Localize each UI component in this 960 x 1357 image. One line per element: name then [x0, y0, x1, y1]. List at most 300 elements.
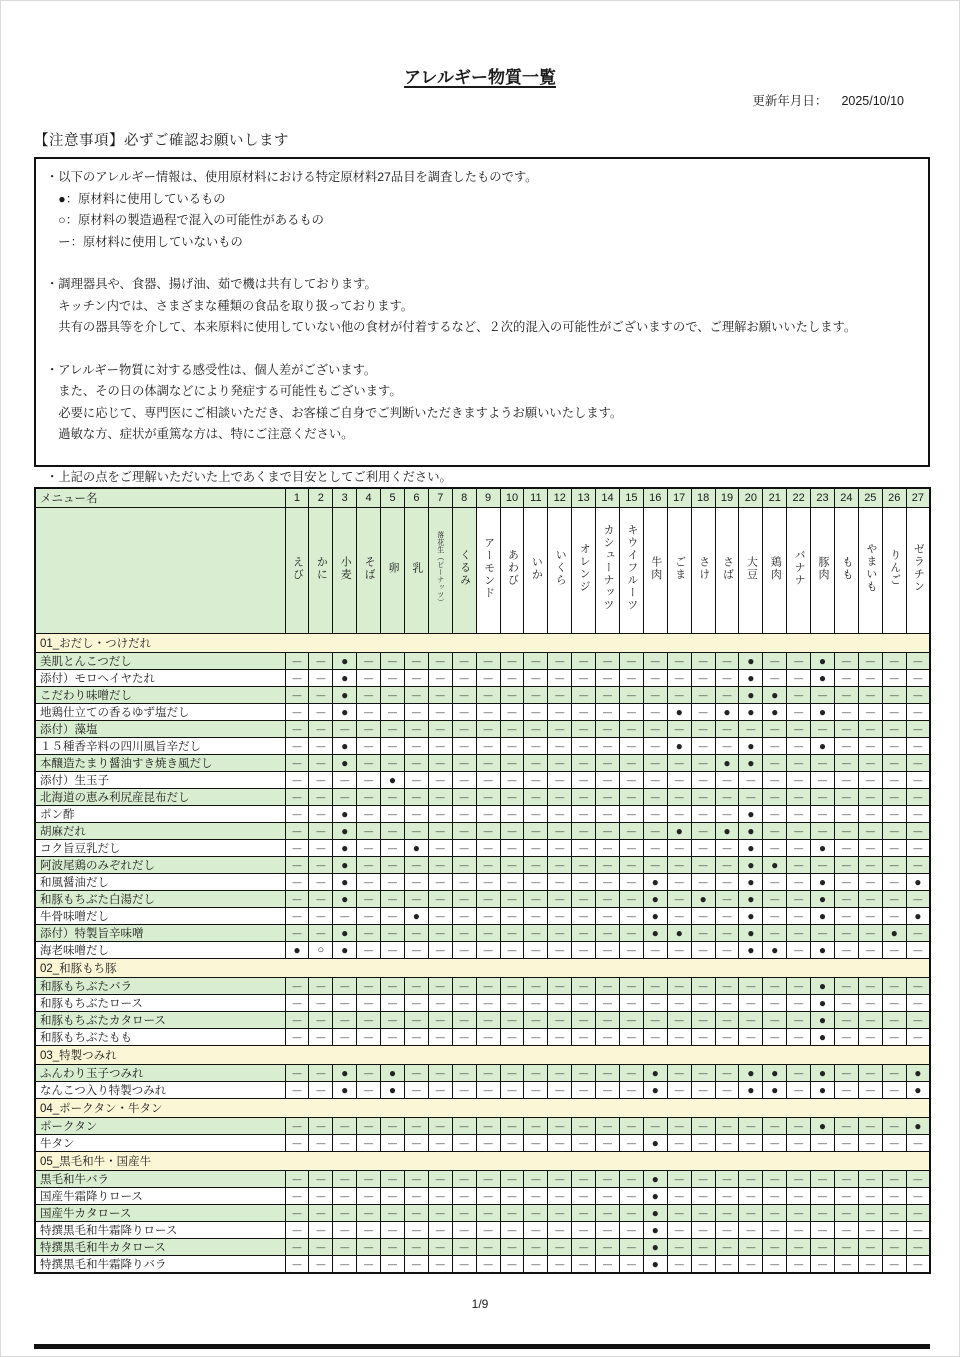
allergen-mark-cell: — [285, 1256, 309, 1274]
allergen-mark-cell: — [500, 721, 524, 738]
allergen-mark-cell: — [500, 1171, 524, 1188]
allergen-mark-cell: — [333, 1012, 357, 1029]
allergen-mark-cell: — [452, 789, 476, 806]
allergen-mark-cell: — [882, 806, 906, 823]
allergen-mark-cell: — [858, 995, 882, 1012]
allergen-mark-cell: — [811, 1188, 835, 1205]
allergen-mark-cell: — [787, 908, 811, 925]
allergen-mark-cell: — [667, 840, 691, 857]
allergen-mark-cell: — [691, 1256, 715, 1274]
allergen-mark-cell: — [596, 1222, 620, 1239]
allergen-mark-cell: — [381, 738, 405, 755]
menu-row [35, 857, 930, 874]
allergen-mark-cell: — [906, 789, 930, 806]
notice-line: ・調理器具や、食器、揚げ油、茹で機は共有しております。 [46, 277, 377, 291]
allergen-mark-cell: — [404, 1171, 428, 1188]
allergen-mark-cell: — [404, 1065, 428, 1082]
menu-name-cell: 和豚もちぶたカタロース [35, 1012, 285, 1029]
menu-name-cell: 和豚もちぶたロース [35, 995, 285, 1012]
allergen-mark-cell: — [357, 908, 381, 925]
allergen-col-number-17: 17 [667, 488, 691, 508]
allergen-mark-cell: — [691, 1065, 715, 1082]
allergen-mark-cell: — [500, 789, 524, 806]
allergen-mark-cell: — [691, 857, 715, 874]
allergen-mark-cell: — [834, 925, 858, 942]
allergen-mark-cell: — [906, 755, 930, 772]
allergen-mark-cell: — [643, 1029, 667, 1046]
allergen-mark-cell: — [381, 925, 405, 942]
allergen-mark-cell: — [572, 1239, 596, 1256]
allergen-mark-cell: — [858, 1135, 882, 1152]
allergen-mark-cell: — [834, 687, 858, 704]
allergen-mark-cell: — [572, 653, 596, 670]
allergen-mark-cell: ○ [309, 942, 333, 959]
allergen-mark-cell: ● [643, 1239, 667, 1256]
updated-date-label: 更新年月日： [752, 94, 828, 108]
allergen-mark-cell: — [381, 1256, 405, 1274]
allergen-mark-cell: — [691, 942, 715, 959]
allergen-mark-cell: — [667, 1012, 691, 1029]
allergen-mark-cell: — [381, 1029, 405, 1046]
allergen-mark-cell: — [643, 738, 667, 755]
allergen-mark-cell: — [524, 823, 548, 840]
allergen-mark-cell: — [524, 1256, 548, 1274]
allergen-mark-cell: — [404, 1082, 428, 1099]
allergen-mark-cell: — [524, 653, 548, 670]
allergen-mark-cell: — [667, 1222, 691, 1239]
allergen-mark-cell: — [357, 874, 381, 891]
allergen-col-number-12: 12 [548, 488, 572, 508]
allergen-mark-cell: — [667, 1256, 691, 1274]
allergen-mark-cell: — [834, 908, 858, 925]
allergen-mark-cell: — [452, 1239, 476, 1256]
allergen-mark-cell: — [882, 840, 906, 857]
allergen-mark-cell: — [619, 891, 643, 908]
allergen-mark-cell: — [834, 978, 858, 995]
allergen-col-number-7: 7 [428, 488, 452, 508]
allergen-mark-cell: — [333, 789, 357, 806]
updated-date-line [752, 91, 904, 109]
allergen-mark-cell: — [739, 1171, 763, 1188]
allergen-mark-cell: — [404, 687, 428, 704]
allergen-mark-cell: — [500, 1065, 524, 1082]
allergen-mark-cell: — [858, 704, 882, 721]
allergen-mark-cell: — [643, 721, 667, 738]
menu-row [35, 942, 930, 959]
allergen-mark-cell: — [404, 978, 428, 995]
allergen-mark-cell: — [428, 908, 452, 925]
allergen-mark-cell: — [787, 1082, 811, 1099]
allergen-mark-cell: — [500, 772, 524, 789]
allergen-mark-cell: — [882, 1171, 906, 1188]
allergen-mark-cell: — [524, 772, 548, 789]
allergen-mark-cell: — [834, 857, 858, 874]
allergen-mark-cell: — [882, 789, 906, 806]
allergen-mark-cell: — [691, 823, 715, 840]
allergen-mark-cell: — [285, 995, 309, 1012]
allergen-mark-cell: — [524, 942, 548, 959]
allergen-mark-cell: — [811, 823, 835, 840]
allergen-mark-cell: — [858, 1239, 882, 1256]
allergen-mark-cell: — [596, 874, 620, 891]
allergen-mark-cell: ● [333, 738, 357, 755]
allergen-mark-cell: — [596, 1135, 620, 1152]
allergen-mark-cell: — [357, 789, 381, 806]
allergen-mark-cell: — [333, 1205, 357, 1222]
allergen-mark-cell: — [596, 1082, 620, 1099]
allergen-mark-cell: — [476, 908, 500, 925]
notice-line: ー：原材料に使用していないもの [46, 234, 243, 249]
allergen-mark-cell: — [619, 857, 643, 874]
allergen-mark-cell: — [858, 925, 882, 942]
allergen-mark-cell: — [500, 857, 524, 874]
allergen-mark-cell: — [524, 721, 548, 738]
allergen-mark-cell: — [452, 1029, 476, 1046]
allergen-mark-cell: — [763, 1205, 787, 1222]
allergen-mark-cell: — [333, 978, 357, 995]
allergen-mark-cell: — [667, 721, 691, 738]
allergen-mark-cell: — [834, 1012, 858, 1029]
allergen-col-name-17: ごま [667, 508, 691, 634]
menu-row [35, 772, 930, 789]
allergen-mark-cell: — [882, 670, 906, 687]
allergen-mark-cell: — [476, 1082, 500, 1099]
allergen-mark-cell: ● [643, 1135, 667, 1152]
allergen-mark-cell: — [500, 874, 524, 891]
allergen-col-name-2: かに [309, 508, 333, 634]
allergen-mark-cell: ● [643, 874, 667, 891]
allergen-mark-cell: — [572, 721, 596, 738]
allergen-mark-cell: — [858, 1118, 882, 1135]
allergen-mark-cell: — [596, 670, 620, 687]
allergen-col-name-9: アーモンド [476, 508, 500, 634]
allergen-mark-cell: — [715, 1256, 739, 1274]
allergen-mark-cell: ● [811, 1118, 835, 1135]
allergen-mark-cell: — [882, 704, 906, 721]
allergen-mark-cell: — [404, 772, 428, 789]
allergen-mark-cell: ● [643, 1256, 667, 1274]
allergen-mark-cell: — [381, 687, 405, 704]
allergen-mark-cell: — [452, 721, 476, 738]
allergen-mark-cell: — [428, 925, 452, 942]
allergen-mark-cell: — [548, 840, 572, 857]
allergen-mark-cell: — [333, 1029, 357, 1046]
allergen-mark-cell: — [882, 1135, 906, 1152]
allergen-mark-cell: — [763, 823, 787, 840]
allergen-mark-cell: — [572, 806, 596, 823]
allergen-mark-cell: — [811, 687, 835, 704]
allergen-mark-cell: — [524, 1188, 548, 1205]
allergen-mark-cell: — [500, 1029, 524, 1046]
allergen-mark-cell: — [906, 1256, 930, 1274]
allergen-mark-cell: — [428, 995, 452, 1012]
allergen-col-number-23: 23 [811, 488, 835, 508]
allergen-mark-cell: ● [739, 704, 763, 721]
allergen-mark-cell: — [643, 1118, 667, 1135]
allergen-mark-cell: — [906, 721, 930, 738]
allergen-mark-cell: — [428, 1135, 452, 1152]
allergen-mark-cell: — [428, 874, 452, 891]
allergen-mark-cell: — [834, 942, 858, 959]
allergen-mark-cell: — [357, 995, 381, 1012]
allergen-mark-cell: ● [381, 772, 405, 789]
allergen-mark-cell: — [882, 857, 906, 874]
allergen-mark-cell: — [834, 704, 858, 721]
allergen-mark-cell: — [476, 874, 500, 891]
allergen-mark-cell: ● [739, 1065, 763, 1082]
allergen-mark-cell: — [619, 908, 643, 925]
allergen-mark-cell: — [787, 1188, 811, 1205]
menu-row [35, 1082, 930, 1099]
notice-line: ●：原材料に使用しているもの [46, 191, 226, 206]
allergen-mark-cell: ● [333, 687, 357, 704]
allergen-mark-cell: — [787, 823, 811, 840]
allergen-mark-cell: — [619, 1188, 643, 1205]
allergen-mark-cell: — [381, 721, 405, 738]
allergen-mark-cell: — [787, 857, 811, 874]
allergen-mark-cell: — [763, 1171, 787, 1188]
allergen-mark-cell: — [548, 978, 572, 995]
allergen-mark-cell: — [381, 1188, 405, 1205]
allergen-mark-cell: — [643, 995, 667, 1012]
menu-name-cell: 北海道の恵み利尻産昆布だし [35, 789, 285, 806]
allergen-mark-cell: — [309, 1135, 333, 1152]
allergen-mark-cell: — [596, 978, 620, 995]
allergen-mark-cell: — [811, 1239, 835, 1256]
allergen-table-wrap [34, 487, 931, 1274]
allergen-mark-cell: — [691, 978, 715, 995]
allergen-mark-cell: — [572, 908, 596, 925]
allergen-mark-cell: — [715, 1222, 739, 1239]
allergen-mark-cell: — [572, 978, 596, 995]
allergen-mark-cell: — [858, 840, 882, 857]
menu-name-cell: 和風醤油だし [35, 874, 285, 891]
allergen-mark-cell: — [596, 1171, 620, 1188]
allergen-mark-cell: — [715, 925, 739, 942]
allergen-mark-cell: — [500, 704, 524, 721]
allergen-mark-cell: — [476, 823, 500, 840]
allergen-mark-cell: — [333, 1118, 357, 1135]
allergen-mark-cell: — [500, 1135, 524, 1152]
menu-name-cell: 添付）藻塩 [35, 721, 285, 738]
allergen-mark-cell: ● [333, 857, 357, 874]
allergen-mark-cell: — [357, 823, 381, 840]
allergen-mark-cell: — [787, 1118, 811, 1135]
allergen-col-number-19: 19 [715, 488, 739, 508]
allergen-mark-cell: — [858, 823, 882, 840]
allergen-mark-cell: — [452, 1205, 476, 1222]
allergen-mark-cell: — [285, 1065, 309, 1082]
allergen-mark-cell: — [404, 823, 428, 840]
allergen-mark-cell: — [548, 995, 572, 1012]
allergen-mark-cell: — [357, 1171, 381, 1188]
allergen-mark-cell: — [524, 687, 548, 704]
allergen-mark-cell: ● [811, 891, 835, 908]
allergen-mark-cell: — [524, 806, 548, 823]
allergen-mark-cell: — [572, 687, 596, 704]
allergen-mark-cell: — [811, 857, 835, 874]
allergen-mark-cell: — [500, 1222, 524, 1239]
allergen-mark-cell: — [428, 891, 452, 908]
allergen-mark-cell: ● [763, 942, 787, 959]
allergen-mark-cell: — [285, 653, 309, 670]
allergen-mark-cell: ● [811, 942, 835, 959]
allergen-mark-cell: — [452, 1171, 476, 1188]
allergen-mark-cell: — [715, 687, 739, 704]
allergen-mark-cell: — [476, 1118, 500, 1135]
allergen-col-name-16: 牛肉 [643, 508, 667, 634]
allergen-mark-cell: — [787, 721, 811, 738]
allergen-mark-cell: — [715, 1029, 739, 1046]
allergen-mark-cell: — [906, 978, 930, 995]
allergen-mark-cell: — [834, 1239, 858, 1256]
allergen-mark-cell: ● [333, 1082, 357, 1099]
allergen-mark-cell: — [811, 1135, 835, 1152]
menu-name-cell: 牛骨味噌だし [35, 908, 285, 925]
allergen-mark-cell: — [357, 653, 381, 670]
allergen-col-name-11: いか [524, 508, 548, 634]
allergen-mark-cell: — [285, 874, 309, 891]
allergen-mark-cell: ● [739, 653, 763, 670]
allergen-mark-cell: — [763, 1135, 787, 1152]
allergen-mark-cell: — [572, 1082, 596, 1099]
allergen-mark-cell: — [691, 772, 715, 789]
allergen-mark-cell: ● [333, 891, 357, 908]
allergen-mark-cell: — [858, 721, 882, 738]
allergen-mark-cell: — [619, 840, 643, 857]
allergen-mark-cell: — [906, 1171, 930, 1188]
allergen-mark-cell: — [834, 670, 858, 687]
allergen-mark-cell: — [548, 1029, 572, 1046]
allergen-mark-cell: — [404, 942, 428, 959]
allergen-mark-cell: — [476, 687, 500, 704]
allergen-mark-cell: ● [333, 670, 357, 687]
allergen-mark-cell: — [500, 653, 524, 670]
allergen-mark-cell: ● [643, 1188, 667, 1205]
allergen-mark-cell: — [428, 1065, 452, 1082]
allergen-mark-cell: — [834, 1029, 858, 1046]
allergen-mark-cell: — [285, 1118, 309, 1135]
allergen-mark-cell: — [548, 772, 572, 789]
allergen-mark-cell: — [309, 1082, 333, 1099]
allergen-col-number-16: 16 [643, 488, 667, 508]
allergen-mark-cell: — [428, 687, 452, 704]
allergen-mark-cell: — [667, 857, 691, 874]
menu-name-cell: 添付）特製旨辛味噌 [35, 925, 285, 942]
allergen-mark-cell: — [834, 891, 858, 908]
allergen-mark-cell: — [834, 1135, 858, 1152]
allergen-mark-cell: — [285, 704, 309, 721]
allergen-mark-cell: — [787, 1029, 811, 1046]
menu-name-cell: 阿波尾鶏のみぞれだし [35, 857, 285, 874]
allergen-mark-cell: — [452, 704, 476, 721]
allergen-mark-cell: — [596, 738, 620, 755]
allergen-mark-cell: — [596, 1256, 620, 1274]
allergen-mark-cell: — [572, 1171, 596, 1188]
page-title: アレルギー物質一覧 [404, 68, 556, 87]
allergen-mark-cell: — [309, 738, 333, 755]
allergen-mark-cell: — [309, 755, 333, 772]
allergen-mark-cell: — [285, 789, 309, 806]
allergen-mark-cell: — [811, 755, 835, 772]
allergen-mark-cell: — [691, 908, 715, 925]
allergen-mark-cell: ● [643, 1171, 667, 1188]
allergen-mark-cell: — [715, 1205, 739, 1222]
allergen-mark-cell: — [309, 653, 333, 670]
allergen-mark-cell: — [548, 942, 572, 959]
allergen-mark-cell: — [834, 738, 858, 755]
allergen-mark-cell: — [691, 687, 715, 704]
allergen-mark-cell: ● [715, 755, 739, 772]
allergen-mark-cell: — [834, 653, 858, 670]
allergen-mark-cell: — [452, 925, 476, 942]
allergen-mark-cell: — [285, 1012, 309, 1029]
allergen-mark-cell: — [667, 978, 691, 995]
allergen-mark-cell: ● [763, 1065, 787, 1082]
allergen-mark-cell: — [476, 670, 500, 687]
allergen-mark-cell: ● [667, 823, 691, 840]
allergen-mark-cell: — [596, 806, 620, 823]
allergen-mark-cell: — [739, 721, 763, 738]
allergen-col-name-20: 大豆 [739, 508, 763, 634]
allergen-mark-cell: — [906, 840, 930, 857]
allergen-mark-cell: — [285, 891, 309, 908]
allergen-mark-cell: — [285, 738, 309, 755]
allergen-mark-cell: — [381, 995, 405, 1012]
allergen-mark-cell: — [285, 908, 309, 925]
notice-line: ・上記の点をご理解いただいた上であくまで目安としてご利用ください。 [46, 469, 452, 484]
allergen-mark-cell: — [404, 721, 428, 738]
menu-row [35, 840, 930, 857]
allergen-mark-cell: — [524, 738, 548, 755]
allergen-mark-cell: — [381, 908, 405, 925]
allergen-mark-cell: — [882, 978, 906, 995]
allergen-mark-cell: — [309, 687, 333, 704]
allergen-mark-cell: — [309, 874, 333, 891]
allergen-mark-cell: — [739, 1222, 763, 1239]
notice-heading: 【注意事項】必ずご確認お願いします [34, 133, 289, 149]
allergen-mark-cell: — [309, 772, 333, 789]
allergen-mark-cell: — [452, 687, 476, 704]
allergen-mark-cell: — [572, 823, 596, 840]
allergen-mark-cell: — [643, 806, 667, 823]
allergen-col-number-27: 27 [906, 488, 930, 508]
allergen-mark-cell: ● [739, 857, 763, 874]
allergen-mark-cell: — [285, 1082, 309, 1099]
allergen-mark-cell: — [787, 653, 811, 670]
allergen-mark-cell: — [619, 1012, 643, 1029]
allergen-mark-cell: — [715, 653, 739, 670]
notice-line: 過敏な方、症状が重篤な方は、特にご注意ください。 [46, 427, 354, 441]
allergen-mark-cell: — [906, 857, 930, 874]
allergen-mark-cell: ● [811, 1029, 835, 1046]
allergen-mark-cell: — [787, 670, 811, 687]
allergen-mark-cell: — [834, 1188, 858, 1205]
allergen-mark-cell: — [667, 1171, 691, 1188]
allergen-mark-cell: — [524, 995, 548, 1012]
allergen-mark-cell: — [476, 738, 500, 755]
allergen-mark-cell: — [476, 857, 500, 874]
allergen-mark-cell: — [619, 704, 643, 721]
allergen-mark-cell: — [476, 772, 500, 789]
allergen-mark-cell: — [357, 891, 381, 908]
allergen-mark-cell: — [357, 840, 381, 857]
section-header-row: 02_和豚もち豚 [35, 959, 930, 978]
allergen-mark-cell: — [715, 1135, 739, 1152]
allergen-mark-cell: — [834, 1082, 858, 1099]
allergen-mark-cell: — [643, 755, 667, 772]
allergen-mark-cell: — [763, 772, 787, 789]
